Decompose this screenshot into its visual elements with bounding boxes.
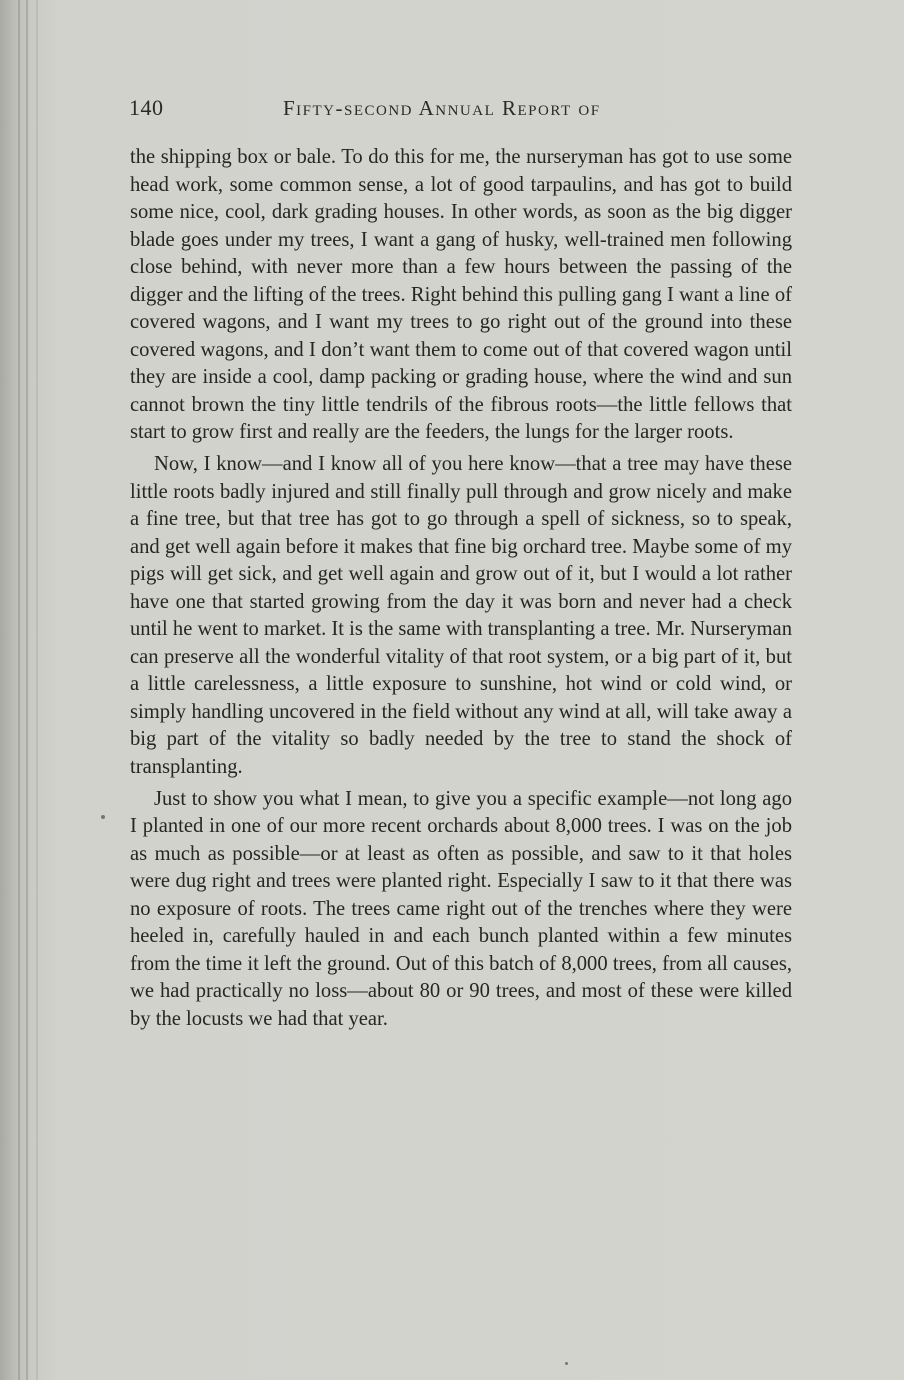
paragraph-1: the shipping box or bale. To do this for me, the nurseryman has got to use some head work, some common sense, a lot of good tarpaulins, and has got to build some nice, cool, dark grading houses. In other words, as soon as the big digger blade goes under my trees, I want a gang of husky, well-trained men following close behind, with never more than a few hours between the passing of the digger and the lifting of the trees. Right behind this pulling gang I want a line of covered wagons, and I want my trees to go right out of the ground into these covered wagons, and I don’t want them to come out of that covered wagon until they are inside a cool, damp packing or grading house, where the wind and sun cannot brown the tiny little tendrils of the fibrous roots—the little fellows that start to grow first and really are the feeders, the lungs for the larger roots. (130, 146, 792, 443)
page-header (129, 95, 829, 125)
running-head: Fifty-second Annual Report of (283, 96, 601, 120)
paragraph-2: Now, I know—and I know all of you here know—that a tree may have these little roots badly injured and still finally pull through and grow nicely and make a fine tree, but that tree has got to go through a spell of sickness, so to speak, and get well again before it makes that fine big orchard tree. Maybe some of my pigs will get sick, and get well again and grow out of it, but I would a lot rather have one that started growing from the day it was born and never had a check until he went to market. It is the same with transplanting a tree. Mr. Nurseryman can preserve all the wonderful vitality of that root system, or a big part of it, but a little carelessness, a little exposure to sunshine, hot wind or cold wind, or simply handling uncovered in the field without any wind at all, will take away a big part of the vitality so badly needed by the tree to stand the shock of transplanting. (130, 453, 792, 778)
body-text (130, 144, 792, 1033)
paper-speck (565, 1362, 568, 1365)
binding-shadow-line (36, 0, 38, 1380)
page-number: 140 (129, 95, 164, 120)
paragraph-3: Just to show you what I mean, to give you a specific example—not long ago I planted in one of our more recent orchards about 8,000 trees. I was on the job as much as possible—or at least as often as possible, and saw to it that holes were dug right and trees were planted right. Especially I saw to it that there was no exposure of roots. The trees came right out of the trenches where they were heeled in, carefully hauled in and each bunch planted within a few minutes from the time it left the ground. Out of this batch of 8,000 trees, from all causes, we had practically no loss—about 80 or 90 trees, and most of these were killed by the locusts we had that year. (130, 787, 792, 1030)
paper-speck (101, 815, 105, 819)
binding-shadow-line (18, 0, 20, 1380)
binding-shadow-line (26, 0, 28, 1380)
